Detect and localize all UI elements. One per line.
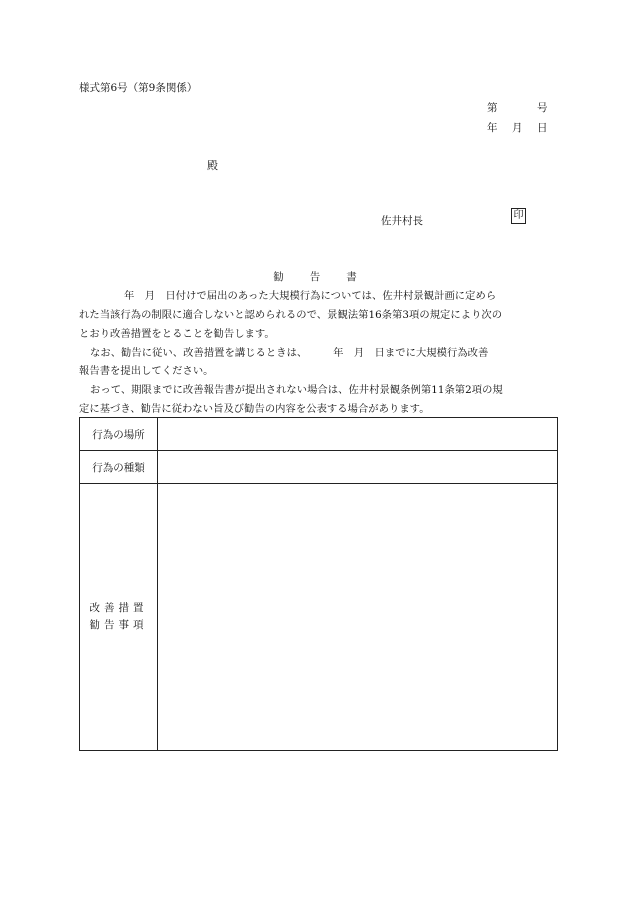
body-line: 報告書を提出してください。 — [79, 365, 214, 377]
document-title — [0, 269, 630, 284]
title-char: 勧 — [273, 271, 284, 283]
location-label: 行為の場所 — [80, 418, 158, 451]
body-line: とおり改善措置をとることを勧告します。 — [79, 328, 275, 340]
table-row — [80, 451, 558, 484]
sender-title: 佐井村長 — [381, 215, 423, 227]
number-label-dai: 第 — [487, 102, 498, 114]
form-number: 様式第6号（第9条関係） — [79, 82, 198, 94]
table-row — [80, 484, 558, 751]
addressee-honorific: 殿 — [207, 159, 218, 172]
date-month-label: 月 — [512, 122, 523, 134]
title-char: 告 — [309, 271, 321, 283]
number-label-go: 号 — [537, 102, 548, 114]
body-line: 年 月 日付けで届出のあった大規模行為については、佐井村景観計画に定めら — [124, 290, 497, 302]
body-line: おって、期限までに改善報告書が提出されない場合は、佐井村景観条例第11条第2項の規 — [90, 384, 503, 396]
type-field[interactable] — [158, 451, 558, 484]
date-year-label: 年 — [487, 122, 498, 134]
seal-mark: 印 — [511, 208, 526, 224]
title-char: 書 — [346, 271, 357, 283]
measures-label-line2: 勧告事項 — [89, 619, 148, 631]
recommendation-table — [79, 417, 558, 751]
body-line: れた当該行為の制限に適合しないと認められるので、景観法第16条第3項の規定により次の — [79, 309, 503, 321]
body-line: 定に基づき、勧告に従わない旨及び勧告の内容を公表する場合があります。 — [79, 403, 430, 415]
table-row — [80, 418, 558, 451]
measures-label-line1: 改善措置 — [89, 602, 148, 614]
location-field[interactable] — [158, 418, 558, 451]
body-line: なお、勧告に従い、改善措置を講じるときは、 年 月 日までに大規模行為改善 — [90, 347, 489, 359]
date-day-label: 日 — [537, 122, 548, 134]
type-label: 行為の種類 — [80, 451, 158, 484]
measures-label — [80, 484, 158, 751]
measures-field[interactable] — [158, 484, 558, 751]
